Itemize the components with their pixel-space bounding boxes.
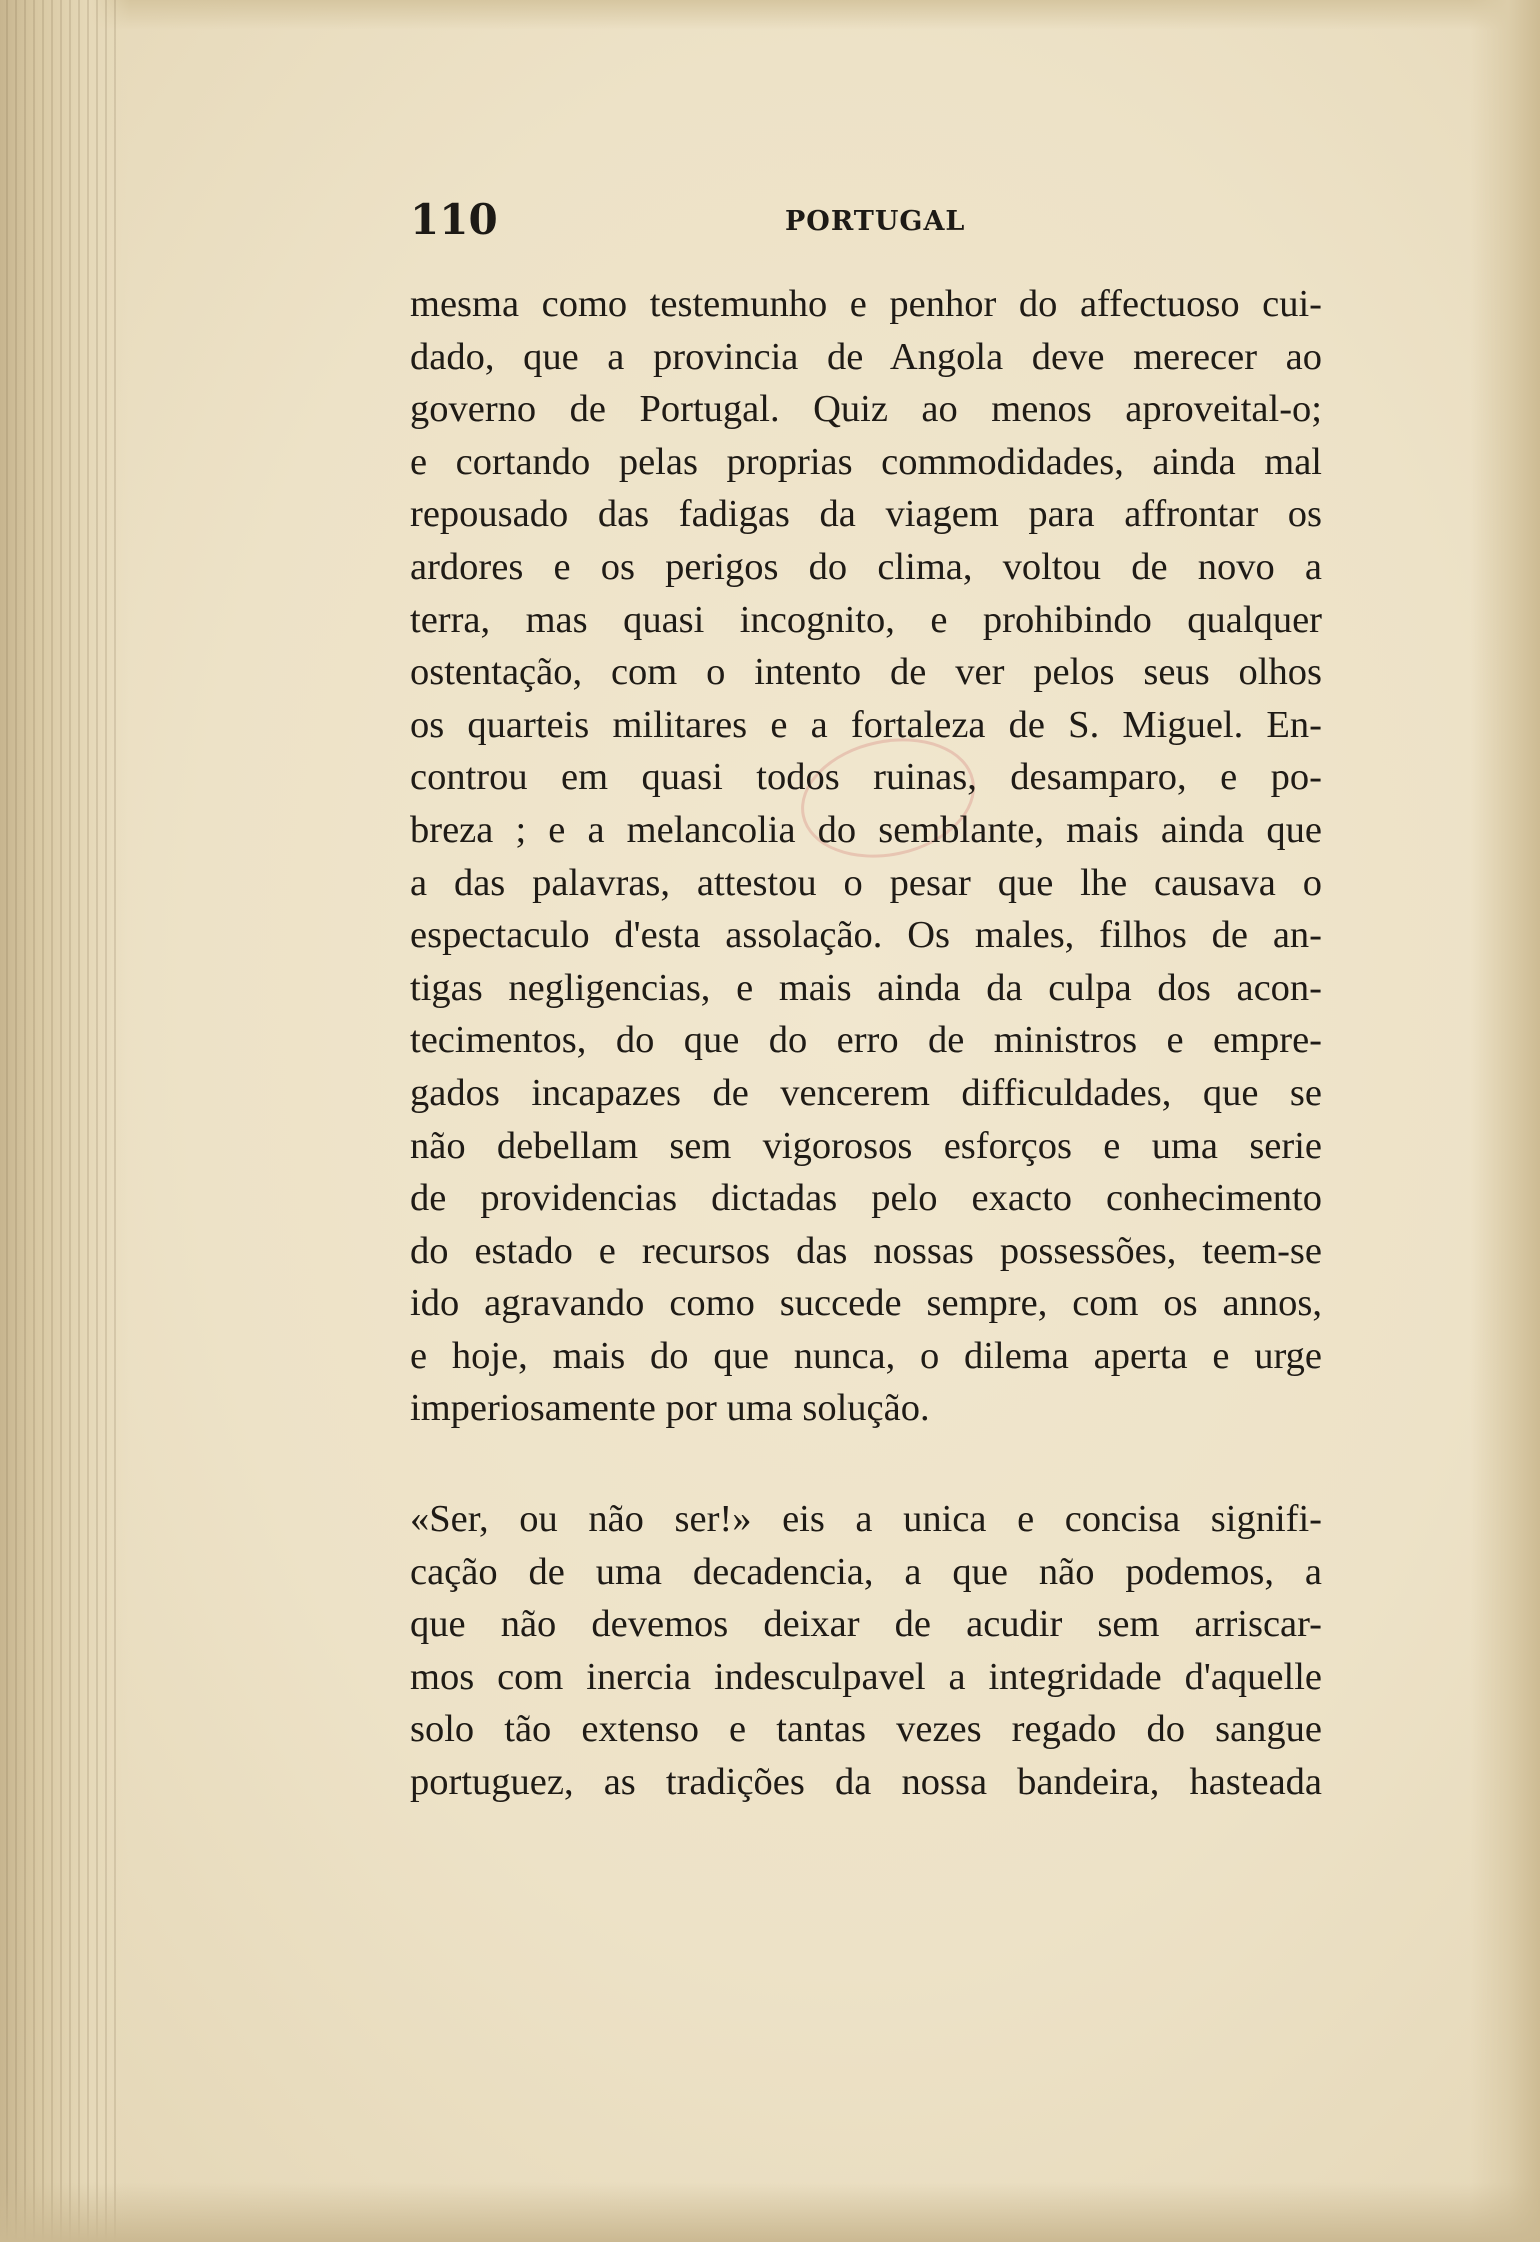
text-line: espectaculo d'esta assolação. Os males, filhos de an- xyxy=(410,914,1322,957)
text-line: «Ser, ou não ser!» eis a unica e concisa signifi- xyxy=(410,1498,1322,1541)
text-line: mos com inercia indesculpavel a integridade d'aquelle xyxy=(410,1655,1322,1698)
text-line: solo tão extenso e tantas vezes regado do sangue xyxy=(410,1708,1322,1751)
page-stack-edges xyxy=(6,0,116,2242)
text-line: a das palavras, attestou o pesar que lhe causava o xyxy=(410,861,1322,904)
text-line: de providencias dictadas pelo exacto conhecimento xyxy=(410,1177,1322,1220)
page-bottom-edge xyxy=(0,2182,1540,2242)
text-line: terra, mas quasi incognito, e prohibindo qualquer xyxy=(410,598,1322,641)
body-text xyxy=(410,278,1322,1809)
text-line: do estado e recursos das nossas possessões, teem-se xyxy=(410,1229,1322,1272)
text-line: os quarteis militares e a fortaleza de S. Miguel. En- xyxy=(410,703,1322,746)
text-line: breza ; e a melancolia do semblante, mais ainda que xyxy=(410,808,1322,851)
text-line: controu em quasi todos ruinas, desamparo, e po- xyxy=(410,756,1322,799)
text-line: cação de uma decadencia, a que não podemos, a xyxy=(410,1550,1322,1593)
text-line: repousado das fadigas da viagem para affrontar os xyxy=(410,493,1322,536)
paragraph xyxy=(410,1493,1322,1809)
text-line: gados incapazes de vencerem difficuldades, que se xyxy=(410,1071,1322,1114)
paragraph-gap xyxy=(410,1435,1322,1493)
page-top-edge xyxy=(0,0,1540,30)
text-line: tecimentos, do que do erro de ministros e empre- xyxy=(410,1019,1322,1062)
running-head: PORTUGAL xyxy=(785,206,966,237)
text-line: imperiosamente por uma solução. xyxy=(410,1387,930,1430)
text-line: dado, que a provincia de Angola deve merecer ao xyxy=(410,335,1322,378)
text-line: governo de Portugal. Quiz ao menos aproveital-o; xyxy=(410,388,1322,431)
text-line: ardores e os perigos do clima, voltou de novo a xyxy=(410,545,1322,588)
text-line: ostentação, com o intento de ver pelos seus olhos xyxy=(410,651,1322,694)
text-line: portuguez, as tradições da nossa bandeira, hasteada xyxy=(410,1761,1322,1804)
paragraph xyxy=(410,278,1322,1435)
text-line: mesma como testemunho e penhor do affectuoso cui- xyxy=(410,283,1322,325)
page-number: 110 xyxy=(410,195,498,244)
page-header xyxy=(410,190,1330,250)
text-line: e hoje, mais do que nunca, o dilema aperta e urge xyxy=(410,1334,1322,1377)
page-right-edge xyxy=(1470,0,1540,2242)
text-line: ido agravando como succede sempre, com os annos, xyxy=(410,1282,1322,1325)
text-line: que não devemos deixar de acudir sem arriscar- xyxy=(410,1603,1322,1646)
text-line: não debellam sem vigorosos esforços e uma serie xyxy=(410,1124,1322,1167)
text-line: e cortando pelas proprias commodidades, ainda mal xyxy=(410,440,1322,483)
text-line: tigas negligencias, e mais ainda da culpa dos acon- xyxy=(410,966,1322,1009)
